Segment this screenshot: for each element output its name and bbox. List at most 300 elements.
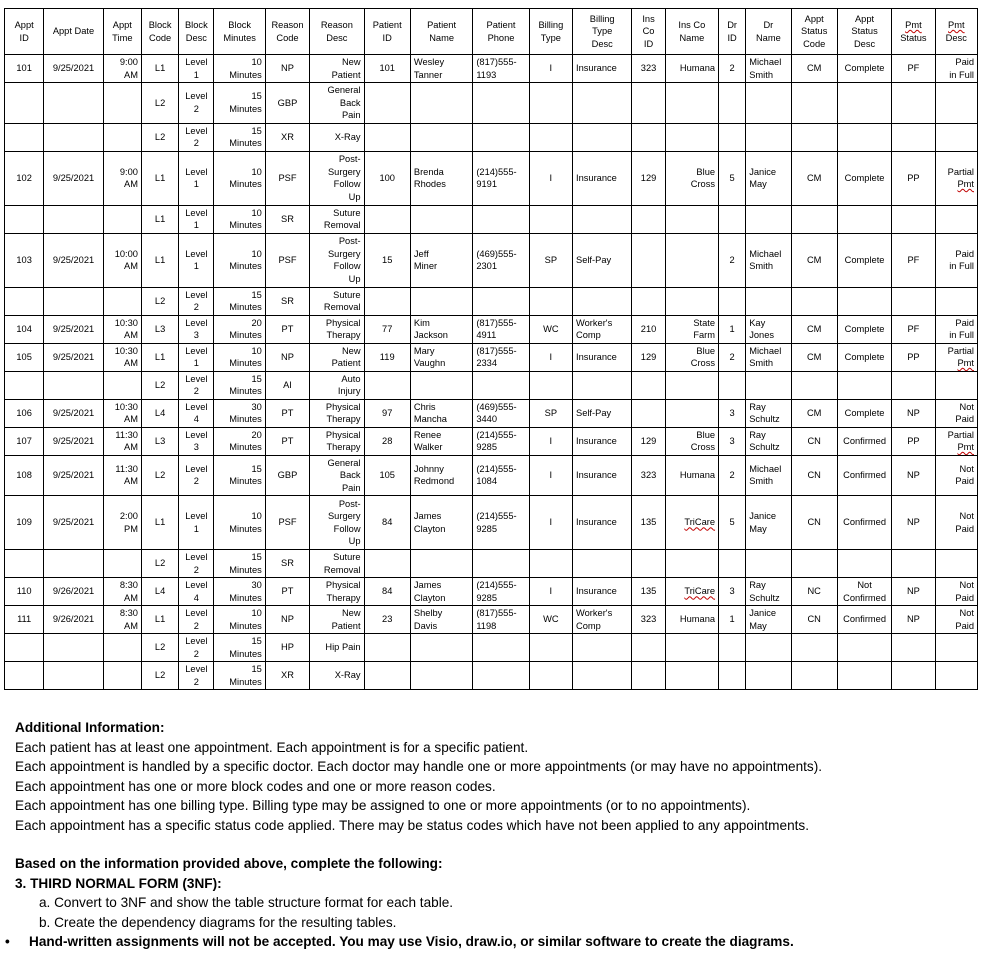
cell-appt-id: 104 — [5, 315, 44, 343]
cell-dr-name — [746, 83, 791, 124]
cell-billing-type-desc — [573, 550, 632, 578]
cell-dr-id — [719, 634, 746, 662]
cell-patient-phone: (817)555- 2334 — [473, 343, 529, 371]
cell-appt-time: 9:00 AM — [103, 151, 141, 205]
cell-billing-type: SP — [529, 233, 572, 287]
cell-patient-phone: (469)555- 2301 — [473, 233, 529, 287]
cell-ins-co-id — [632, 662, 665, 690]
table-row — [5, 662, 978, 690]
cell-appt-date — [44, 662, 103, 690]
cell-appt-status-desc: Not Confirmed — [837, 578, 891, 606]
cell-appt-id: 101 — [5, 55, 44, 83]
cell-block-minutes: 15 Minutes — [214, 662, 265, 690]
cell-pmt-status: NP — [892, 399, 935, 427]
cell-patient-phone: (214)555- 9285 — [473, 496, 529, 550]
cell-appt-date — [44, 287, 103, 315]
cell-billing-type-desc: Insurance — [573, 55, 632, 83]
spellcheck-mark: Pmt — [957, 179, 974, 189]
cell-ins-co-id: 129 — [632, 427, 665, 455]
cell-appt-date — [44, 83, 103, 124]
cell-billing-type-desc: Insurance — [573, 427, 632, 455]
cell-appt-status-code — [791, 634, 837, 662]
cell-billing-type-desc — [573, 205, 632, 233]
cell-appt-date: 9/25/2021 — [44, 55, 103, 83]
cell-billing-type-desc — [573, 662, 632, 690]
cell-reason-desc: Post- Surgery Follow Up — [310, 233, 364, 287]
cell-patient-phone — [473, 662, 529, 690]
cell-appt-time: 10:30 AM — [103, 399, 141, 427]
column-header-appt-date: Appt Date — [44, 9, 103, 55]
cell-appt-status-desc: Confirmed — [837, 427, 891, 455]
cell-reason-code: SR — [265, 205, 309, 233]
cell-appt-date: 9/25/2021 — [44, 151, 103, 205]
spellcheck-mark: Pmt — [957, 358, 974, 368]
cell-appt-id: 109 — [5, 496, 44, 550]
table-row — [5, 399, 978, 427]
column-header-block-code: Block Code — [141, 9, 178, 55]
cell-appt-status-code: CM — [791, 55, 837, 83]
cell-appt-status-desc — [837, 634, 891, 662]
cell-dr-id: 2 — [719, 455, 746, 496]
cell-patient-phone: (214)555- 9285 — [473, 427, 529, 455]
cell-appt-status-code: NC — [791, 578, 837, 606]
cell-appt-time: 10:30 AM — [103, 315, 141, 343]
column-header-patient-id: Patient ID — [364, 9, 410, 55]
info-line: Each appointment is handled by a specific doctor. Each doctor may handle one or more appointments (or may have no appointments). — [15, 759, 823, 774]
cell-reason-code: PT — [265, 399, 309, 427]
cell-dr-name — [746, 371, 791, 399]
cell-dr-name: Kay Jones — [746, 315, 791, 343]
cell-ins-co-name — [665, 578, 718, 606]
cell-patient-name: Kim Jackson — [410, 315, 472, 343]
spellcheck-mark: Pmt — [948, 20, 965, 30]
cell-block-minutes: 15 Minutes — [214, 287, 265, 315]
cell-ins-co-id — [632, 233, 665, 287]
cell-appt-id: 105 — [5, 343, 44, 371]
cell-patient-id — [364, 550, 410, 578]
cell-block-code: L2 — [141, 83, 178, 124]
cell-appt-status-desc: Confirmed — [837, 606, 891, 634]
cell-dr-id: 3 — [719, 399, 746, 427]
table-row — [5, 634, 978, 662]
cell-patient-phone — [473, 550, 529, 578]
cell-ins-co-id: 323 — [632, 606, 665, 634]
cell-reason-code: NP — [265, 606, 309, 634]
cell-reason-desc: Post- Surgery Follow Up — [310, 496, 364, 550]
info-line: Each appointment has a specific status code applied. There may be status codes which have not been applied to any appointments. — [15, 817, 809, 833]
cell-block-code: L2 — [141, 662, 178, 690]
cell-patient-id — [364, 83, 410, 124]
cell-patient-id: 101 — [364, 55, 410, 83]
cell-pmt-status: NP — [892, 606, 935, 634]
cell-appt-status-code: CM — [791, 343, 837, 371]
cell-reason-desc: New Patient — [310, 55, 364, 83]
cell-billing-type-desc — [573, 83, 632, 124]
cell-block-code: L1 — [141, 343, 178, 371]
cell-ins-co-name: Humana — [665, 606, 718, 634]
column-header-ins-co-name: Ins Co Name — [665, 9, 718, 55]
cell-appt-time — [103, 205, 141, 233]
cell-appt-time — [103, 123, 141, 151]
cell-appt-date: 9/25/2021 — [44, 496, 103, 550]
cell-appt-id: 103 — [5, 233, 44, 287]
table-row — [5, 233, 978, 287]
cell-block-code: L4 — [141, 578, 178, 606]
cell-ins-co-name: Blue Cross — [665, 343, 718, 371]
cell-block-minutes: 15 Minutes — [214, 550, 265, 578]
column-header-reason-desc: Reason Desc — [310, 9, 364, 55]
cell-block-desc: Level 2 — [179, 83, 214, 124]
cell-patient-id: 97 — [364, 399, 410, 427]
cell-billing-type: I — [529, 455, 572, 496]
cell-appt-date: 9/25/2021 — [44, 343, 103, 371]
table-row — [5, 427, 978, 455]
cell-block-desc: Level 1 — [179, 343, 214, 371]
cell-patient-phone: (214)555- 9285 — [473, 578, 529, 606]
cell-appt-status-code: CM — [791, 233, 837, 287]
cell-dr-id — [719, 550, 746, 578]
cell-appt-status-code: CN — [791, 496, 837, 550]
cell-reason-code: GBP — [265, 455, 309, 496]
cell-appt-id — [5, 83, 44, 124]
cell-block-desc: Level 2 — [179, 550, 214, 578]
cell-pmt-desc — [935, 83, 977, 124]
cell-ins-co-name — [665, 399, 718, 427]
cell-pmt-status — [892, 371, 935, 399]
cell-appt-date: 9/25/2021 — [44, 233, 103, 287]
cell-appt-date: 9/26/2021 — [44, 578, 103, 606]
cell-dr-name: Janice May — [746, 496, 791, 550]
cell-ins-co-name: Blue Cross — [665, 427, 718, 455]
cell-ins-co-name — [665, 550, 718, 578]
cell-reason-desc: Suture Removal — [310, 287, 364, 315]
cell-appt-status-code — [791, 287, 837, 315]
cell-reason-desc: General Back Pain — [310, 455, 364, 496]
cell-dr-id: 5 — [719, 496, 746, 550]
cell-block-minutes: 10 Minutes — [214, 233, 265, 287]
cell-block-desc: Level 1 — [179, 233, 214, 287]
cell-pmt-status: PP — [892, 151, 935, 205]
cell-patient-id: 100 — [364, 151, 410, 205]
cell-appt-time — [103, 287, 141, 315]
cell-pmt-desc: Not Paid — [935, 606, 977, 634]
cell-reason-desc: Auto Injury — [310, 371, 364, 399]
additional-information — [5, 718, 985, 952]
cell-appt-status-desc — [837, 123, 891, 151]
cell-ins-co-id: 210 — [632, 315, 665, 343]
table-row — [5, 343, 978, 371]
spellcheck-mark: Pmt — [905, 20, 922, 30]
cell-block-minutes: 20 Minutes — [214, 427, 265, 455]
cell-pmt-desc: Paid in Full — [935, 315, 977, 343]
table-row — [5, 151, 978, 205]
cell-dr-name — [746, 205, 791, 233]
cell-ins-co-id — [632, 399, 665, 427]
cell-block-desc: Level 1 — [179, 55, 214, 83]
cell-pmt-desc — [935, 550, 977, 578]
cell-ins-co-name — [665, 123, 718, 151]
cell-appt-time: 10:30 AM — [103, 343, 141, 371]
cell-appt-status-desc: Complete — [837, 343, 891, 371]
cell-patient-id: 84 — [364, 578, 410, 606]
table-row — [5, 371, 978, 399]
cell-billing-type-desc: Insurance — [573, 343, 632, 371]
column-header-appt-time: Appt Time — [103, 9, 141, 55]
cell-billing-type-desc — [573, 287, 632, 315]
cell-dr-name: Michael Smith — [746, 343, 791, 371]
cell-appt-date: 9/26/2021 — [44, 606, 103, 634]
cell-billing-type: I — [529, 55, 572, 83]
column-header-appt-id: Appt ID — [5, 9, 44, 55]
cell-patient-phone — [473, 287, 529, 315]
cell-patient-name — [410, 371, 472, 399]
cell-reason-code: XR — [265, 123, 309, 151]
cell-appt-date: 9/25/2021 — [44, 427, 103, 455]
cell-billing-type — [529, 205, 572, 233]
cell-reason-code: XR — [265, 662, 309, 690]
cell-patient-id — [364, 634, 410, 662]
cell-billing-type-desc: Insurance — [573, 455, 632, 496]
cell-ins-co-name — [665, 287, 718, 315]
cell-appt-id — [5, 550, 44, 578]
cell-appt-date: 9/25/2021 — [44, 399, 103, 427]
cell-pmt-desc: Not Paid — [935, 496, 977, 550]
cell-patient-id: 28 — [364, 427, 410, 455]
cell-patient-id — [364, 287, 410, 315]
cell-billing-type — [529, 550, 572, 578]
cell-appt-status-desc: Complete — [837, 233, 891, 287]
cell-appt-status-code — [791, 205, 837, 233]
cell-pmt-status: PF — [892, 315, 935, 343]
cell-patient-name — [410, 662, 472, 690]
cell-reason-code: PSF — [265, 496, 309, 550]
cell-pmt-desc: Partial Pmt — [935, 151, 977, 205]
cell-reason-code: NP — [265, 343, 309, 371]
column-header-billing-type-desc: Billing Type Desc — [573, 9, 632, 55]
cell-ins-co-name — [665, 371, 718, 399]
column-header-patient-phone: Patient Phone — [473, 9, 529, 55]
cell-block-desc: Level 3 — [179, 427, 214, 455]
cell-appt-time: 8:30 AM — [103, 606, 141, 634]
cell-pmt-status — [892, 662, 935, 690]
cell-reason-desc: Post- Surgery Follow Up — [310, 151, 364, 205]
column-header-dr-name: Dr Name — [746, 9, 791, 55]
cell-appt-id: 106 — [5, 399, 44, 427]
column-header-appt-status-code: Appt Status Code — [791, 9, 837, 55]
cell-reason-code: PT — [265, 427, 309, 455]
cell-block-code: L2 — [141, 287, 178, 315]
cell-patient-name: Johnny Redmond — [410, 455, 472, 496]
cell-reason-desc: New Patient — [310, 343, 364, 371]
info-line: Each appointment has one billing type. Billing type may be assigned to one or more appointments (or to no appointments). — [15, 798, 751, 813]
cell-ins-co-name — [665, 496, 718, 550]
cell-ins-co-id: 129 — [632, 343, 665, 371]
cell-reason-code: PSF — [265, 151, 309, 205]
cell-dr-id: 5 — [719, 151, 746, 205]
cell-patient-phone — [473, 83, 529, 124]
cell-reason-code: PT — [265, 315, 309, 343]
cell-pmt-desc — [935, 123, 977, 151]
column-header-billing-type: Billing Type — [529, 9, 572, 55]
column-header-block-minutes: Block Minutes — [214, 9, 265, 55]
cell-block-code: L3 — [141, 315, 178, 343]
cell-pmt-status: NP — [892, 578, 935, 606]
cell-appt-id — [5, 662, 44, 690]
cell-reason-desc: Physical Therapy — [310, 315, 364, 343]
cell-block-desc: Level 1 — [179, 496, 214, 550]
spellcheck-mark: Pmt — [957, 442, 974, 452]
cell-block-minutes: 15 Minutes — [214, 455, 265, 496]
task-b: b. Create the dependency diagrams for the resulting tables. — [39, 914, 397, 930]
cell-pmt-desc: Paid in Full — [935, 233, 977, 287]
cell-block-code: L3 — [141, 427, 178, 455]
cell-reason-desc: Physical Therapy — [310, 399, 364, 427]
task-a: a. Convert to 3NF and show the table structure format for each table. — [39, 895, 454, 910]
cell-dr-id: 3 — [719, 427, 746, 455]
cell-dr-id — [719, 205, 746, 233]
cell-block-code: L2 — [141, 634, 178, 662]
cell-patient-phone: (817)555- 1198 — [473, 606, 529, 634]
cell-appt-status-desc — [837, 550, 891, 578]
cell-billing-type: I — [529, 427, 572, 455]
cell-reason-code: GBP — [265, 83, 309, 124]
cell-reason-code: PT — [265, 578, 309, 606]
cell-dr-name — [746, 123, 791, 151]
cell-patient-name: Chris Mancha — [410, 399, 472, 427]
cell-pmt-desc: Not Paid — [935, 578, 977, 606]
column-header-reason-code: Reason Code — [265, 9, 309, 55]
cell-patient-name — [410, 550, 472, 578]
cell-ins-co-id: 323 — [632, 455, 665, 496]
cell-dr-id — [719, 662, 746, 690]
cell-block-minutes: 10 Minutes — [214, 205, 265, 233]
cell-block-minutes: 15 Minutes — [214, 83, 265, 124]
table-row — [5, 496, 978, 550]
cell-billing-type-desc: Insurance — [573, 578, 632, 606]
cell-reason-code: HP — [265, 634, 309, 662]
cell-billing-type — [529, 287, 572, 315]
column-header-patient-name: Patient Name — [410, 9, 472, 55]
cell-patient-name: Wesley Tanner — [410, 55, 472, 83]
cell-reason-code: AI — [265, 371, 309, 399]
cell-ins-co-name — [665, 83, 718, 124]
cell-appt-status-desc: Confirmed — [837, 455, 891, 496]
cell-ins-co-id: 135 — [632, 578, 665, 606]
cell-billing-type — [529, 123, 572, 151]
cell-pmt-status — [892, 550, 935, 578]
cell-block-code: L1 — [141, 205, 178, 233]
cell-appt-status-desc — [837, 83, 891, 124]
column-header-dr-id: Dr ID — [719, 9, 746, 55]
cell-block-desc: Level 3 — [179, 315, 214, 343]
table-row — [5, 578, 978, 606]
cell-block-minutes: 10 Minutes — [214, 55, 265, 83]
cell-appt-status-desc — [837, 662, 891, 690]
cell-reason-desc: New Patient — [310, 606, 364, 634]
cell-patient-id: 84 — [364, 496, 410, 550]
cell-billing-type-desc: Self-Pay — [573, 399, 632, 427]
cell-patient-id: 105 — [364, 455, 410, 496]
cell-block-minutes: 30 Minutes — [214, 578, 265, 606]
cell-pmt-status: PF — [892, 233, 935, 287]
cell-patient-id: 15 — [364, 233, 410, 287]
cell-pmt-desc: Not Paid — [935, 455, 977, 496]
cell-pmt-desc — [935, 205, 977, 233]
cell-appt-id — [5, 634, 44, 662]
cell-reason-desc: Physical Therapy — [310, 578, 364, 606]
cell-pmt-status — [892, 123, 935, 151]
cell-ins-co-id — [632, 287, 665, 315]
cell-appt-time — [103, 550, 141, 578]
cell-ins-co-name: State Farm — [665, 315, 718, 343]
cell-pmt-status: NP — [892, 496, 935, 550]
cell-patient-phone — [473, 371, 529, 399]
cell-block-minutes: 10 Minutes — [214, 606, 265, 634]
cell-appt-date — [44, 371, 103, 399]
cell-ins-co-name — [665, 233, 718, 287]
cell-pmt-status — [892, 287, 935, 315]
cell-block-minutes: 20 Minutes — [214, 315, 265, 343]
cell-block-code: L2 — [141, 455, 178, 496]
column-header-pmt-desc: Pmt Desc — [935, 9, 977, 55]
cell-dr-name: Michael Smith — [746, 455, 791, 496]
cell-appt-status-code — [791, 550, 837, 578]
cell-billing-type — [529, 634, 572, 662]
spellcheck-mark: TriCare — [684, 517, 716, 528]
cell-reason-desc: Suture Removal — [310, 550, 364, 578]
cell-block-code: L2 — [141, 371, 178, 399]
cell-dr-name: Michael Smith — [746, 233, 791, 287]
cell-appt-id — [5, 205, 44, 233]
column-header-ins-co-id: Ins Co ID — [632, 9, 665, 55]
cell-appt-time: 2:00 PM — [103, 496, 141, 550]
cell-patient-id: 23 — [364, 606, 410, 634]
cell-appt-date — [44, 205, 103, 233]
cell-ins-co-name — [665, 634, 718, 662]
bullet-text: Hand-written assignments will not be accepted. You may use Visio, draw.io, or similar software to create the diagrams. — [29, 934, 794, 949]
cell-patient-id: 77 — [364, 315, 410, 343]
cell-dr-id — [719, 123, 746, 151]
cell-billing-type — [529, 662, 572, 690]
cell-dr-name — [746, 634, 791, 662]
cell-dr-id: 3 — [719, 578, 746, 606]
cell-pmt-desc: Partial Pmt — [935, 427, 977, 455]
cell-patient-name: Mary Vaughn — [410, 343, 472, 371]
cell-billing-type-desc: Insurance — [573, 151, 632, 205]
cell-block-code: L1 — [141, 151, 178, 205]
cell-patient-id — [364, 371, 410, 399]
cell-pmt-desc — [935, 662, 977, 690]
cell-block-desc: Level 2 — [179, 371, 214, 399]
cell-patient-phone — [473, 205, 529, 233]
table-row — [5, 83, 978, 124]
cell-ins-co-id — [632, 205, 665, 233]
cell-block-desc: Level 1 — [179, 205, 214, 233]
cell-block-minutes: 15 Minutes — [214, 123, 265, 151]
cell-appt-id: 111 — [5, 606, 44, 634]
cell-block-minutes: 15 Minutes — [214, 634, 265, 662]
cell-patient-id — [364, 123, 410, 151]
cell-appt-status-desc: Complete — [837, 315, 891, 343]
cell-patient-phone — [473, 634, 529, 662]
cell-reason-desc: Hip Pain — [310, 634, 364, 662]
cell-block-code: L1 — [141, 55, 178, 83]
cell-ins-co-id — [632, 371, 665, 399]
cell-ins-co-name — [665, 205, 718, 233]
cell-dr-id: 1 — [719, 606, 746, 634]
cell-block-desc: Level 2 — [179, 123, 214, 151]
cell-billing-type: I — [529, 578, 572, 606]
